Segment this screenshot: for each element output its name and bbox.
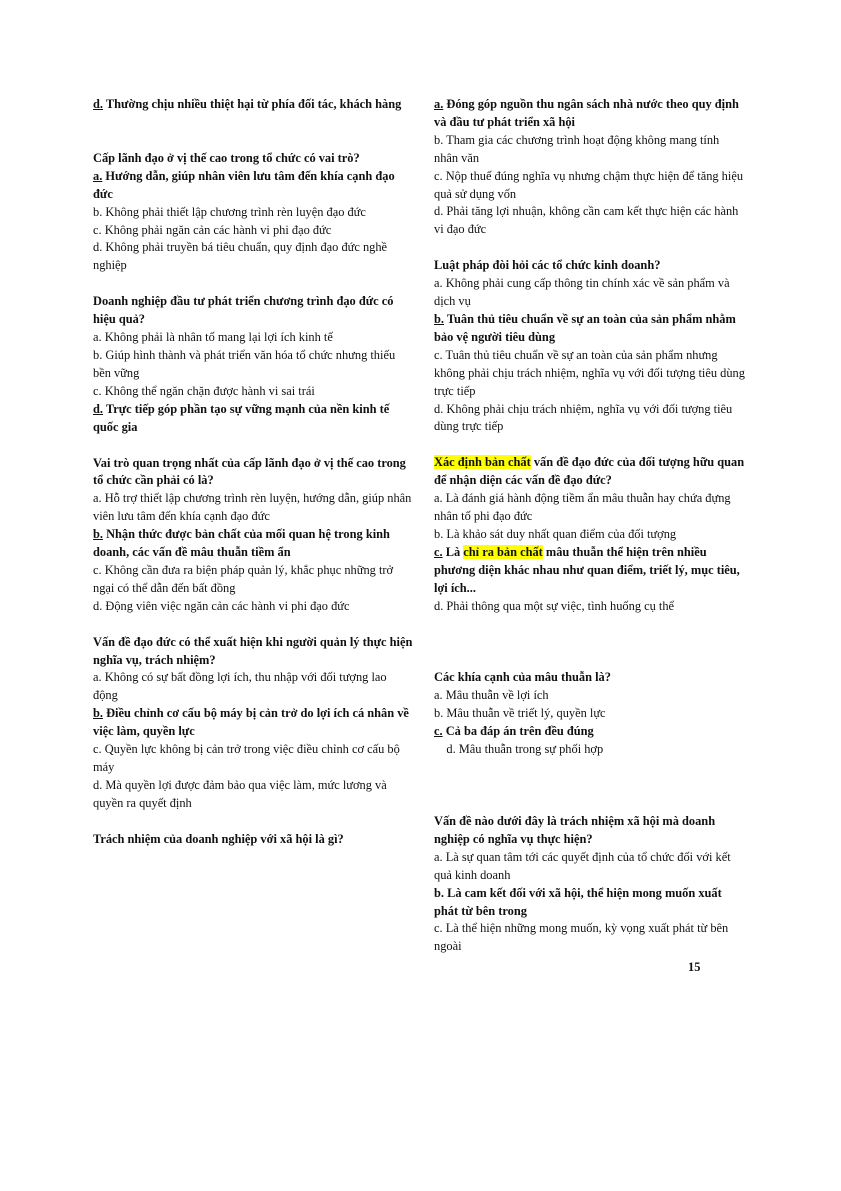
question-title: Doanh nghiệp đầu tư phát triển chương trình đạo đức có hiệu quả?	[93, 294, 394, 327]
right-column	[434, 96, 746, 956]
answer-option: b. Là cam kết đối với xã hội, thể hiện mong muốn xuất phát từ bên trong	[434, 885, 722, 918]
answer-option: a. Đóng góp nguồn thu ngân sách nhà nước theo quy định và đầu tư phát triển xã hội	[434, 97, 739, 129]
question-title: Trách nhiệm của doanh nghiệp với xã hội là gì?	[93, 831, 344, 846]
option: d. Không phải truyền bá tiêu chuẩn, quy định đạo đức nghề nghiệp	[93, 240, 388, 273]
option: a. Là sự quan tâm tới các quyết định của tổ chức đối với kết quả kinh doanh	[434, 849, 731, 882]
option: a. Là đánh giá hành động tiềm ẩn mâu thuẫn hay chứa đựng nhân tố phi đạo đức	[434, 491, 731, 524]
option: c. Tuân thủ tiêu chuẩn về sự an toàn của sản phẩm nhưng không phải chịu trách nhiệm, nghĩa vụ với đối tượng tiêu dùng trực tiếp	[434, 347, 745, 398]
option: b. Mâu thuẫn về triết lý, quyền lực	[434, 706, 606, 721]
answer-option: b. Điều chỉnh cơ cấu bộ máy bị cản trở do lợi ích cá nhân về việc làm, quyền lực	[93, 706, 409, 739]
option: a. Mâu thuẫn về lợi ích	[434, 688, 549, 703]
option: a. Không phải cung cấp thông tin chính xác về sản phẩm và dịch vụ	[434, 276, 730, 309]
answer-option: b. Nhận thức được bản chất của mối quan hệ trong kinh doanh, các vấn đề mâu thuẫn tiềm ẩn	[93, 527, 390, 560]
option: d. Động viên việc ngăn cản các hành vi phi đạo đức	[93, 598, 350, 613]
option: d. Phải tăng lợi nhuận, không cần cam kết thực hiện các hành vi đạo đức	[434, 204, 739, 237]
answer-option: d. Thường chịu nhiều thiệt hại từ phía đối tác, khách hàng	[93, 97, 402, 111]
option: c. Nộp thuế đúng nghĩa vụ nhưng chậm thực hiện để tăng hiệu quả sử dụng vốn	[434, 168, 744, 201]
question-title: Vai trò quan trọng nhất của cấp lãnh đạo ở vị thế cao trong tổ chức cần phải có là?	[93, 455, 406, 488]
option: d. Phải thông qua một sự việc, tình huống cụ thể	[434, 598, 675, 613]
answer-option: b. Tuân thủ tiêu chuẩn về sự an toàn của sản phẩm nhằm bảo vệ người tiêu dùng	[434, 311, 736, 344]
option: b. Không phải thiết lập chương trình rèn luyện đạo đức	[93, 204, 366, 219]
question-title: Vấn đề đạo đức có thể xuất hiện khi người quản lý thực hiện nghĩa vụ, trách nhiệm?	[93, 634, 413, 667]
option: a. Không có sự bất đồng lợi ích, thu nhập với đối tượng lao động	[93, 670, 387, 703]
option: c. Cả ba đáp án trên đều đúng d. Mâu thuẫn trong sự phối hợp	[434, 724, 604, 757]
option: c. Không cần đưa ra biện pháp quản lý, khắc phục những trở ngại có thể dẫn đến bất đồng	[93, 562, 394, 595]
option: c. Không thể ngăn chặn được hành vi sai trái	[93, 383, 315, 398]
question-title: Luật pháp đòi hỏi các tổ chức kinh doanh?	[434, 258, 661, 273]
highlight: chỉ ra bản chất	[463, 544, 543, 559]
answer-option: c. Là chỉ ra bản chất mâu thuẫn thể hiện trên nhiều phương diện khác nhau như quan điểm, triết lý, mục tiêu, lợi ích...	[434, 544, 740, 595]
answer-option: d. Trực tiếp góp phần tạo sự vững mạnh của nền kinh tế quốc gia	[93, 401, 390, 434]
option: a. Hỗ trợ thiết lập chương trình rèn luyện, hướng dẫn, giúp nhân viên lưu tâm đến khía cạnh đạo đức	[93, 491, 412, 524]
option: c. Không phải ngăn cản các hành vi phi đạo đức	[93, 222, 332, 237]
option: b. Là khảo sát duy nhất quan điểm của đối tượng	[434, 526, 677, 541]
page-number: 15	[688, 960, 701, 974]
answer-option: a. Hướng dẫn, giúp nhân viên lưu tâm đến khía cạnh đạo đức	[93, 168, 395, 201]
option: b. Giúp hình thành và phát triển văn hóa tổ chức nhưng thiếu bền vững	[93, 347, 396, 380]
question-title: Cấp lãnh đạo ở vị thế cao trong tổ chức có vai trò?	[93, 150, 360, 165]
option: d. Mà quyền lợi được đảm bảo qua việc làm, mức lương và quyền ra quyết định	[93, 777, 387, 810]
option: c. Là thể hiện những mong muốn, kỳ vọng xuất phát từ bên ngoài	[434, 921, 729, 954]
option: c. Quyền lực không bị cản trở trong việc điều chỉnh cơ cấu bộ máy	[93, 742, 400, 774]
option: d. Không phải chịu trách nhiệm, nghĩa vụ với đối tượng tiêu dùng trực tiếp	[434, 401, 733, 434]
question-title: Vấn đề nào dưới đây là trách nhiệm xã hội mà doanh nghiệp có nghĩa vụ thực hiện?	[434, 814, 716, 846]
question-title: Xác định bản chất vấn đề đạo đức của đối tượng hữu quan để nhận diện các vấn đề đạo đức?	[434, 455, 745, 488]
highlight: Xác định bản chất	[434, 455, 531, 470]
left-column	[93, 96, 413, 849]
option: a. Không phải là nhân tố mang lại lợi ích kinh tế	[93, 330, 333, 345]
option: b. Tham gia các chương trình hoạt động không mang tính nhân văn	[434, 132, 720, 165]
question-title: Các khía cạnh của mâu thuẫn là?	[434, 670, 611, 685]
